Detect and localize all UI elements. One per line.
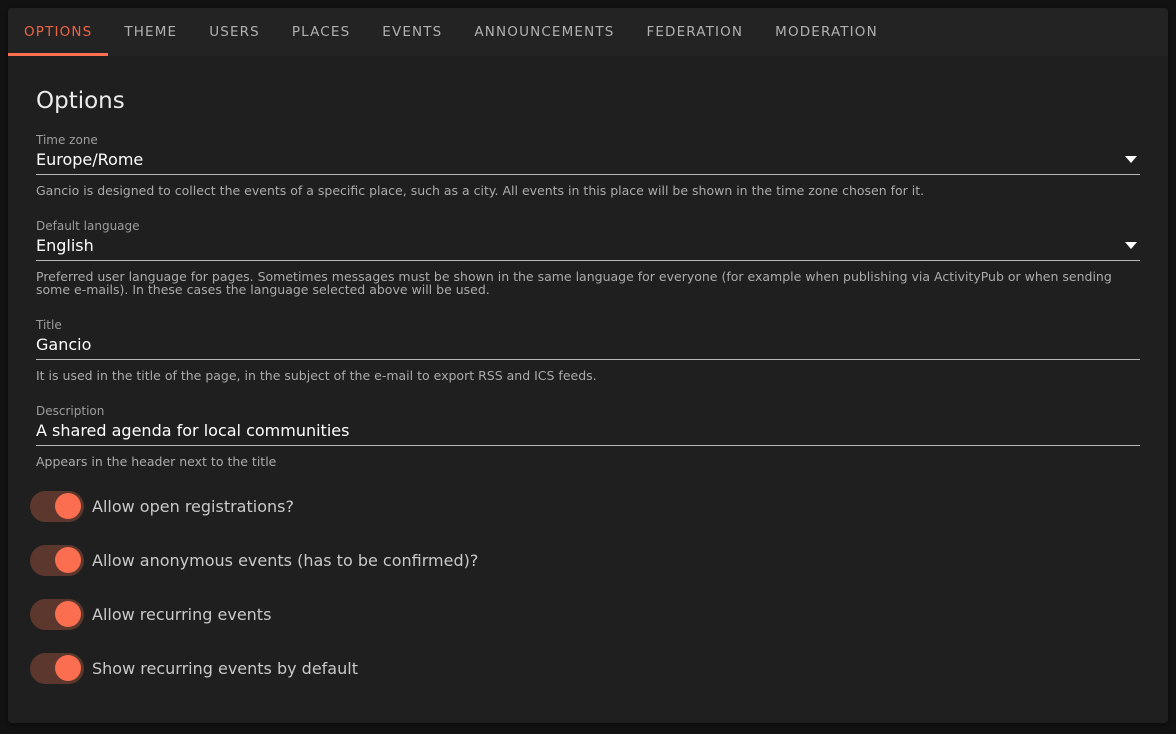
page-title: Options <box>36 88 125 114</box>
description-input[interactable] <box>36 421 1140 446</box>
title-field <box>36 318 1140 382</box>
chevron-down-icon[interactable] <box>1125 156 1137 163</box>
description-hint: Appears in the header next to the title <box>36 454 277 469</box>
language-value: English <box>36 236 94 255</box>
tab-federation[interactable]: FEDERATION <box>646 24 744 40</box>
title-input[interactable] <box>36 335 1140 360</box>
toggle-row <box>30 490 1140 522</box>
settings-card <box>8 8 1168 723</box>
timezone-field <box>36 133 1140 197</box>
switch-thumb <box>55 655 81 681</box>
switch-thumb <box>55 493 81 519</box>
title-hint: It is used in the title of the page, in the subject of the e-mail to export RSS and ICS feeds. <box>36 368 597 383</box>
toggle-list <box>30 490 1140 684</box>
tab-users[interactable]: USERS <box>209 24 260 40</box>
toggle-row <box>30 544 1140 576</box>
language-select[interactable] <box>36 236 1140 261</box>
tab-options[interactable]: OPTIONS <box>8 8 108 56</box>
description-label: Description <box>36 404 105 418</box>
options-panel <box>8 56 1168 684</box>
chevron-down-icon[interactable] <box>1125 242 1137 249</box>
title-label: Title <box>36 318 62 332</box>
admin-tab-bar <box>8 8 1168 56</box>
tab-places[interactable]: PLACES <box>291 24 351 40</box>
show-recurring-default-label[interactable]: Show recurring events by default <box>92 658 358 678</box>
description-field <box>36 404 1140 468</box>
language-hint: Preferred user language for pages. Sometimes messages must be shown in the same language for everyone (for example when publishing via ActivityPub or when sending some e-mails). In these cases the language selected above will be used. <box>36 269 1112 297</box>
anonymous-events-label[interactable]: Allow anonymous events (has to be confirmed)? <box>92 550 479 570</box>
tab-events[interactable]: EVENTS <box>382 24 443 40</box>
timezone-hint: Gancio is designed to collect the events of a specific place, such as a city. All events in this place will be shown in the time zone chosen for it. <box>36 183 925 198</box>
timezone-label: Time zone <box>36 133 98 147</box>
switch-thumb <box>55 547 81 573</box>
toggle-row <box>30 598 1140 630</box>
tab-moderation[interactable]: MODERATION <box>775 24 878 40</box>
recurring-events-label[interactable]: Allow recurring events <box>92 604 272 624</box>
language-field <box>36 219 1140 296</box>
timezone-value: Europe/Rome <box>36 150 144 169</box>
tab-theme[interactable]: THEME <box>124 24 178 40</box>
switch-thumb <box>55 601 81 627</box>
anonymous-events-toggle[interactable] <box>30 545 84 576</box>
open-registrations-toggle[interactable] <box>30 491 84 522</box>
tab-announcements[interactable]: ANNOUNCEMENTS <box>474 24 615 40</box>
open-registrations-label[interactable]: Allow open registrations? <box>92 496 294 516</box>
toggle-row <box>30 652 1140 684</box>
recurring-events-toggle[interactable] <box>30 599 84 630</box>
show-recurring-default-toggle[interactable] <box>30 653 84 684</box>
language-label: Default language <box>36 219 140 233</box>
timezone-select[interactable] <box>36 150 1140 175</box>
